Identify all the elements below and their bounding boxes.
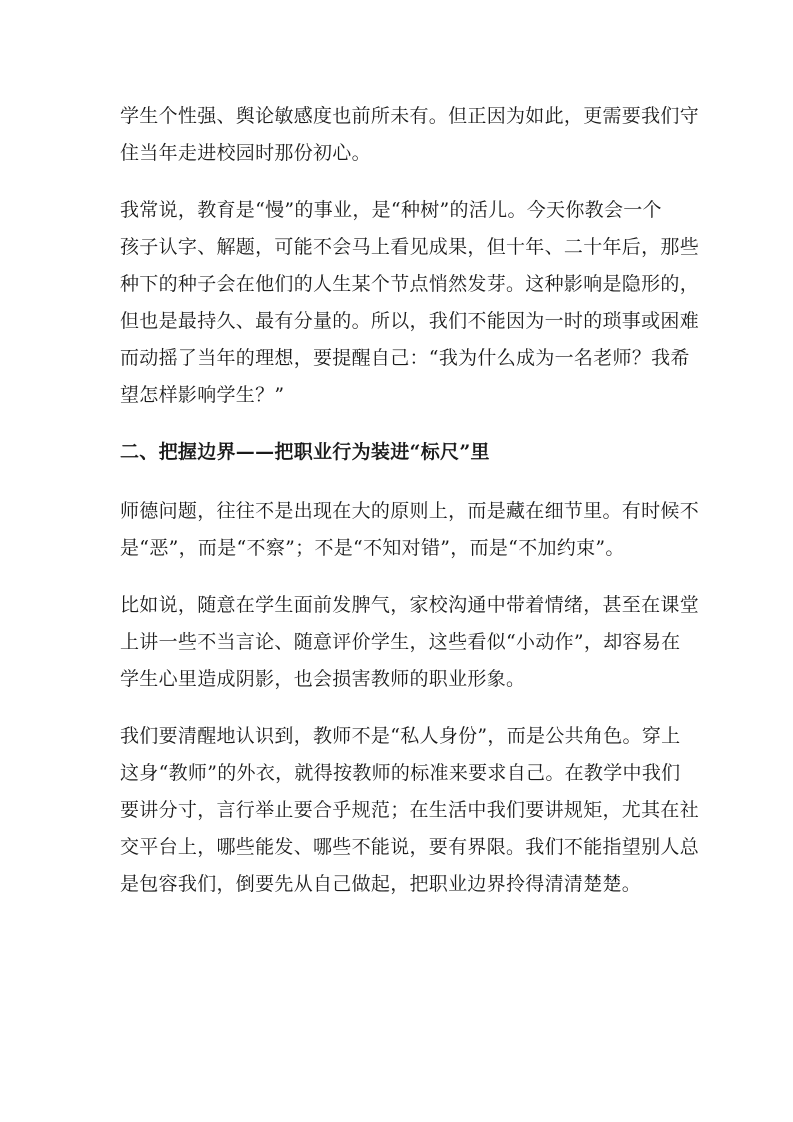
text-line: 望怎样影响学生？” [120, 384, 285, 406]
paragraph-slow-career [120, 192, 700, 414]
text-line: 师德问题，往往不是出现在大的原则上，而是藏在细节里。有时候不 [120, 500, 700, 522]
text-line: 上讲一些不当言论、随意评价学生，这些看似“小动作”，却容易在 [120, 631, 681, 653]
section-heading: 二、把握边界——把职业行为装进“标尺”里 [120, 441, 490, 463]
text-line: 我常说，教育是“慢”的事业，是“种树”的活儿。今天你教会一个 [120, 199, 662, 221]
paragraph-ethics-details [120, 493, 700, 567]
text-line: 学生心里造成阴影，也会损害教师的职业形象。 [120, 668, 526, 690]
text-line: 但也是最持久、最有分量的。所以，我们不能因为一时的琐事或困难 [120, 310, 700, 332]
text-line: 比如说，随意在学生面前发脾气，家校沟通中带着情绪，甚至在课堂 [120, 594, 700, 616]
text-line: 学生个性强、舆论敏感度也前所未有。但正因为如此，更需要我们守 [120, 105, 700, 127]
paragraph-continuation [120, 98, 700, 172]
text-line: 是“恶”，而是“不察”；不是“不知对错”，而是“不加约束”。 [120, 537, 625, 559]
text-line: 住当年走进校园时那份初心。 [120, 142, 371, 164]
text-line: 是包容我们，倒要先从自己做起，把职业边界拎得清清楚楚。 [120, 873, 642, 895]
paragraph-examples [120, 587, 700, 698]
text-line: 这身“教师”的外衣，就得按教师的标准来要求自己。在教学中我们 [120, 762, 681, 784]
text-line: 我们要清醒地认识到，教师不是“私人身份”，而是公共角色。穿上 [120, 725, 681, 747]
paragraph-public-role [120, 718, 700, 903]
text-line: 孩子认字、解题，可能不会马上看见成果，但十年、二十年后，那些 [120, 236, 700, 258]
text-line: 交平台上，哪些能发、哪些不能说，要有界限。我们不能指望别人总 [120, 836, 700, 858]
text-line: 要讲分寸，言行举止要合乎规范；在生活中我们要讲规矩，尤其在社 [120, 799, 700, 821]
text-line: 种下的种子会在他们的人生某个节点悄然发芽。这种影响是隐形的， [120, 273, 700, 295]
text-line: 而动摇了当年的理想，要提醒自己：“我为什么成为一名老师？我希 [120, 347, 690, 369]
